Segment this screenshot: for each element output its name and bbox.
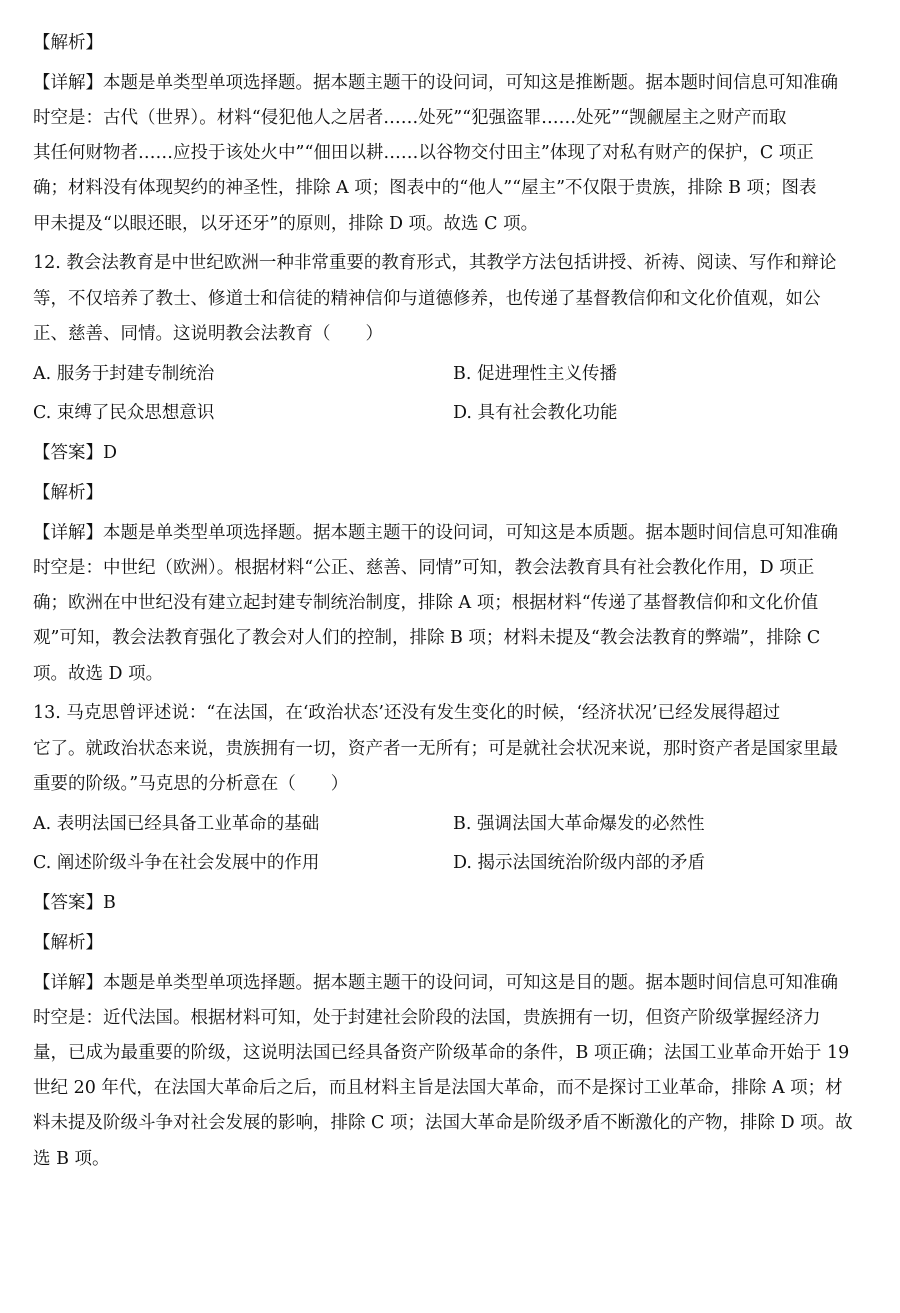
q12-detail-line: 确；欧洲在中世纪没有建立起封建专制统治制度，排除 A 项；根据材料“传递了基督教信仰和文化价值 (33, 593, 819, 614)
q12-stem-line: 12. 教会法教育是中世纪欧洲一种非常重要的教育形式，其教学方法包括讲授、祈祷、阅读、写作和辩论 (33, 253, 837, 274)
q12-stem-line: 等，不仅培养了教士、修道士和信徒的精神信仰与道德修养，也传递了基督教信仰和文化价值观，如公 (33, 288, 821, 309)
q13-options-row-1 (33, 807, 873, 842)
q13-options-row-2 (33, 846, 873, 881)
q12-option-a: A. 服务于封建专制统治 (33, 363, 215, 384)
q11-detail-line: 确；材料没有体现契约的神圣性，排除 A 项；图表中的“他人”“屋主”不仅限于贵族，排除 B 项；图表 (33, 178, 817, 199)
q12-detail (33, 516, 873, 692)
q11-detail-line: 时空是：古代（世界）。材料“侵犯他人之居者……处死”“犯强盗罪……处死”“觊觎屋主之财产而取 (33, 107, 787, 128)
q13-stem (33, 696, 873, 802)
q13-detail-line: 量，已成为最重要的阶级，这说明法国已经具备资产阶级革命的条件，B 项正确；法国工业革命开始于 19 (33, 1043, 850, 1064)
q13-stem-line: 它了。就政治状态来说，贵族拥有一切，资产者一无所有；可是就社会状况来说，那时资产者是国家里最 (33, 738, 838, 759)
q12-option-d: D. 具有社会教化功能 (453, 403, 618, 424)
q12-options-row-1 (33, 357, 873, 392)
q12-detail-line: 项。故选 D 项。 (33, 663, 164, 684)
q12-option-b: B. 促进理性主义传播 (453, 363, 617, 384)
q12-answer: 【答案】D (33, 443, 118, 464)
q12-detail-line: 时空是：中世纪（欧洲）。根据材料“公正、慈善、同情”可知，教会法教育具有社会教化作用，D 项正 (33, 557, 815, 578)
q13-stem-line: 重要的阶级。”马克思的分析意在（ ） (33, 773, 349, 794)
q13-option-b: B. 强调法国大革命爆发的必然性 (453, 813, 705, 834)
q13-option-c: C. 阐述阶级斗争在社会发展中的作用 (33, 853, 320, 874)
q12-detail-line: 观”可知，教会法教育强化了教会对人们的控制，排除 B 项；材料未提及“教会法教育的弊端”，排除 C (33, 628, 821, 649)
q13-detail-line: 选 B 项。 (33, 1148, 110, 1169)
q12-detail-line: 【详解】本题是单类型单项选择题。据本题主题干的设问词，可知这是本质题。据本题时间信息可知准确 (33, 522, 838, 543)
q11-detail-line: 【详解】本题是单类型单项选择题。据本题主题干的设问词，可知这是推断题。据本题时间信息可知准确 (33, 72, 838, 93)
q12-options-row-2 (33, 396, 873, 431)
q13-detail (33, 966, 873, 1177)
q13-analysis-tag: 【解析】 (33, 932, 103, 953)
q13-option-a: A. 表明法国已经具备工业革命的基础 (33, 813, 320, 834)
q13-option-d: D. 揭示法国统治阶级内部的矛盾 (453, 853, 706, 874)
q13-detail-line: 料未提及阶级斗争对社会发展的影响，排除 C 项；法国大革命是阶级矛盾不断激化的产物，排除 D 项。故 (33, 1113, 853, 1134)
q13-stem-line: 13. 马克思曾评述说：“在法国，在‘政治状态’还没有发生变化的时候，‘经济状况’已经发展得超过 (33, 703, 781, 724)
q13-detail-line: 【详解】本题是单类型单项选择题。据本题主题干的设问词，可知这是目的题。据本题时间信息可知准确 (33, 972, 838, 993)
q12-stem (33, 246, 873, 352)
q13-detail-line: 世纪 20 年代，在法国大革命后之后，而且材料主旨是法国大革命，而不是探讨工业革命，排除 A 项；材 (33, 1078, 843, 1099)
q13-detail-line: 时空是：近代法国。根据材料可知，处于封建社会阶段的法国，贵族拥有一切，但资产阶级掌握经济力 (33, 1007, 821, 1028)
q11-detail-line: 其任何财物者……应投于该处火中”“佃田以耕……以谷物交付田主”体现了对私有财产的保护，C 项正 (33, 143, 814, 164)
q11-detail-line: 甲未提及“以眼还眼，以牙还牙”的原则，排除 D 项。故选 C 项。 (33, 213, 539, 234)
q11-detail (33, 66, 873, 242)
q11-analysis-tag: 【解析】 (33, 33, 103, 53)
q12-option-c: C. 束缚了民众思想意识 (33, 403, 215, 424)
document-page (33, 26, 873, 1181)
q13-answer: 【答案】B (33, 893, 116, 914)
q12-analysis-tag: 【解析】 (33, 482, 103, 503)
q12-stem-line: 正、慈善、同情。这说明教会法教育（ ） (33, 323, 383, 344)
